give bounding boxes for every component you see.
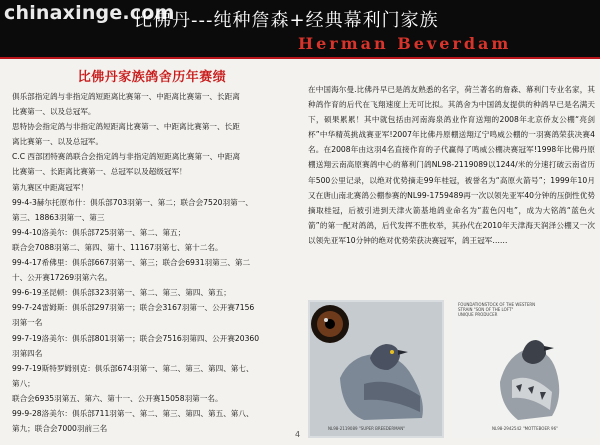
result-line: 99-4-17希佛里：俱乐部667羽第一、第三；联合会6931羽第三、第二: [12, 258, 251, 268]
pigeon-photo-left: [308, 300, 444, 438]
result-line: 第九赛区中距离冠军！: [12, 182, 88, 192]
result-line: 99-4-10洛美尔：俱乐部725羽第一、第二、第五；: [12, 227, 186, 237]
results-title: 比佛丹家族鸽舍历年赛绩: [77, 70, 227, 85]
result-line: 比赛第一、以及总冠军。: [12, 107, 96, 117]
result-line: 99-7-24雷姆斯：俱乐部297羽第一；联合会3167羽第一、公开赛7156: [12, 303, 255, 313]
result-line: 思特协会指定鸽与非指定鸽短距离比赛第一、中距离比赛第一、长距: [12, 122, 240, 132]
result-line: 联合会6935羽第五、第六、第十一、公开赛15058羽第一名。: [12, 393, 223, 403]
header-divider: [0, 57, 600, 59]
pigeon-photo-right: [452, 300, 596, 438]
results-column: [6, 66, 298, 436]
result-line: 99-7-19洛美尔：俱乐部801羽第一；联合会7516羽第四、公开赛20360: [12, 333, 260, 343]
result-line: C.C 西部团特赛鸽联合会指定鸽与非指定鸽短距离比赛第一、中距离: [12, 152, 241, 162]
result-line: 第八；: [12, 378, 35, 388]
pigeon-right-image: [452, 300, 596, 438]
result-line: 羽第一名: [12, 318, 43, 328]
pigeon-left-image: [308, 300, 444, 438]
result-line: 十、公开赛17269羽第六名。: [12, 273, 113, 283]
result-line: 联合会7088羽第二、第四、第十、11167羽第七、第十二名。: [12, 242, 223, 252]
photo-caption-line: FOUNDATIONSTOCK OF THE WESTERN: [458, 302, 536, 307]
english-title: Herman Beverdam: [298, 34, 512, 53]
photo-caption-right-header: [458, 302, 535, 317]
watermark: chinaxinge.com: [4, 2, 175, 24]
result-line: 离比赛第一、以及总冠军。: [12, 137, 104, 147]
page-title: 比佛丹---纯种詹森+经典幕利门家族: [134, 10, 439, 31]
result-line: 比赛第一、长距离比赛第一、总冠军以及超级冠军！: [12, 167, 187, 177]
page-number: 4: [295, 430, 301, 439]
intro-column: [308, 82, 595, 248]
result-line: 99-7-19斯特罗姆别克：俱乐部674羽第一、第二、第三、第四、第七、: [12, 363, 254, 373]
result-line: 羽第四名: [12, 348, 43, 358]
result-line: 俱乐部指定鸽与非指定鸽短距离比赛第一、中距离比赛第一、长距离: [12, 92, 240, 101]
photo-caption-line: STRAIN "SON OF THE LOFT": [458, 307, 514, 312]
result-line: 第三、18863羽第一、第三: [12, 212, 105, 222]
header-banner: [0, 0, 600, 57]
result-line: 99-9-28洛美尔：俱乐部711羽第一、第二、第三、第四、第五、第八、: [12, 408, 254, 418]
photo-caption-line: UNIQUE PRODUCER: [458, 312, 498, 317]
results-list: [6, 89, 298, 436]
photo-caption-right: NL98-2942542 "MOTTEBOER 96": [492, 426, 558, 431]
result-line: 99-6-19圣昆顿：俱乐部323羽第一、第二、第三、第四、第五；: [12, 288, 231, 298]
intro-paragraph: 在中国海尔曼.比佛丹早已是鸽友熟悉的名字，荷兰著名的詹森、幕利门专业名家，其种鸽作育的后代在飞翔速度上无可比拟。其鸽舍为中国鸽友提供的种鸽早已是名满天下，硕果累累！其中就包括由河南海泉鸽业作育送翔的2008年北京侨友公棚“亮剑杯”中华精英挑战赛亚军!2007年比佛丹原棚送翔辽宁鸣威公棚的一羽赛鸽荣获决赛4名。在2008年由这羽4名直接作育的子代赢得了鸣威公棚决赛冠军!1998年比佛丹原棚送翔云南高原赛鸽中心的幕利门鸽NL98-2119089以1244/米的分速打破云南省历年500公里记录，以绝对优势摘走99年桂冠，被誉名为“高原火箭号”；1999年10月又在唐山南北赛鸽公棚参赛的NL99-1759489再一次以领先亚军40分钟的压倒性优势摘取桂冠，后被引进到天津火箭基地鸽业命名为“蓝色闪电”，成为大铭鸽“蓝色火箭”的第一配对鸽鸽，后代发挥不胜枚举，其孙代在2010年天津海天润泽公棚又一次以领先亚军10分钟的绝对优势荣获决赛冠军，鸽王冠军……: [308, 85, 595, 245]
result-line: 第九；联合会7000羽前三名: [12, 424, 108, 434]
result-line: 99-4-3赫尔托原布什：俱乐部703羽第一、第二；联合会7520羽第一、: [12, 197, 253, 207]
photo-caption-left: NL98-2119089 "SUPER BREEDERMAN": [328, 426, 406, 431]
